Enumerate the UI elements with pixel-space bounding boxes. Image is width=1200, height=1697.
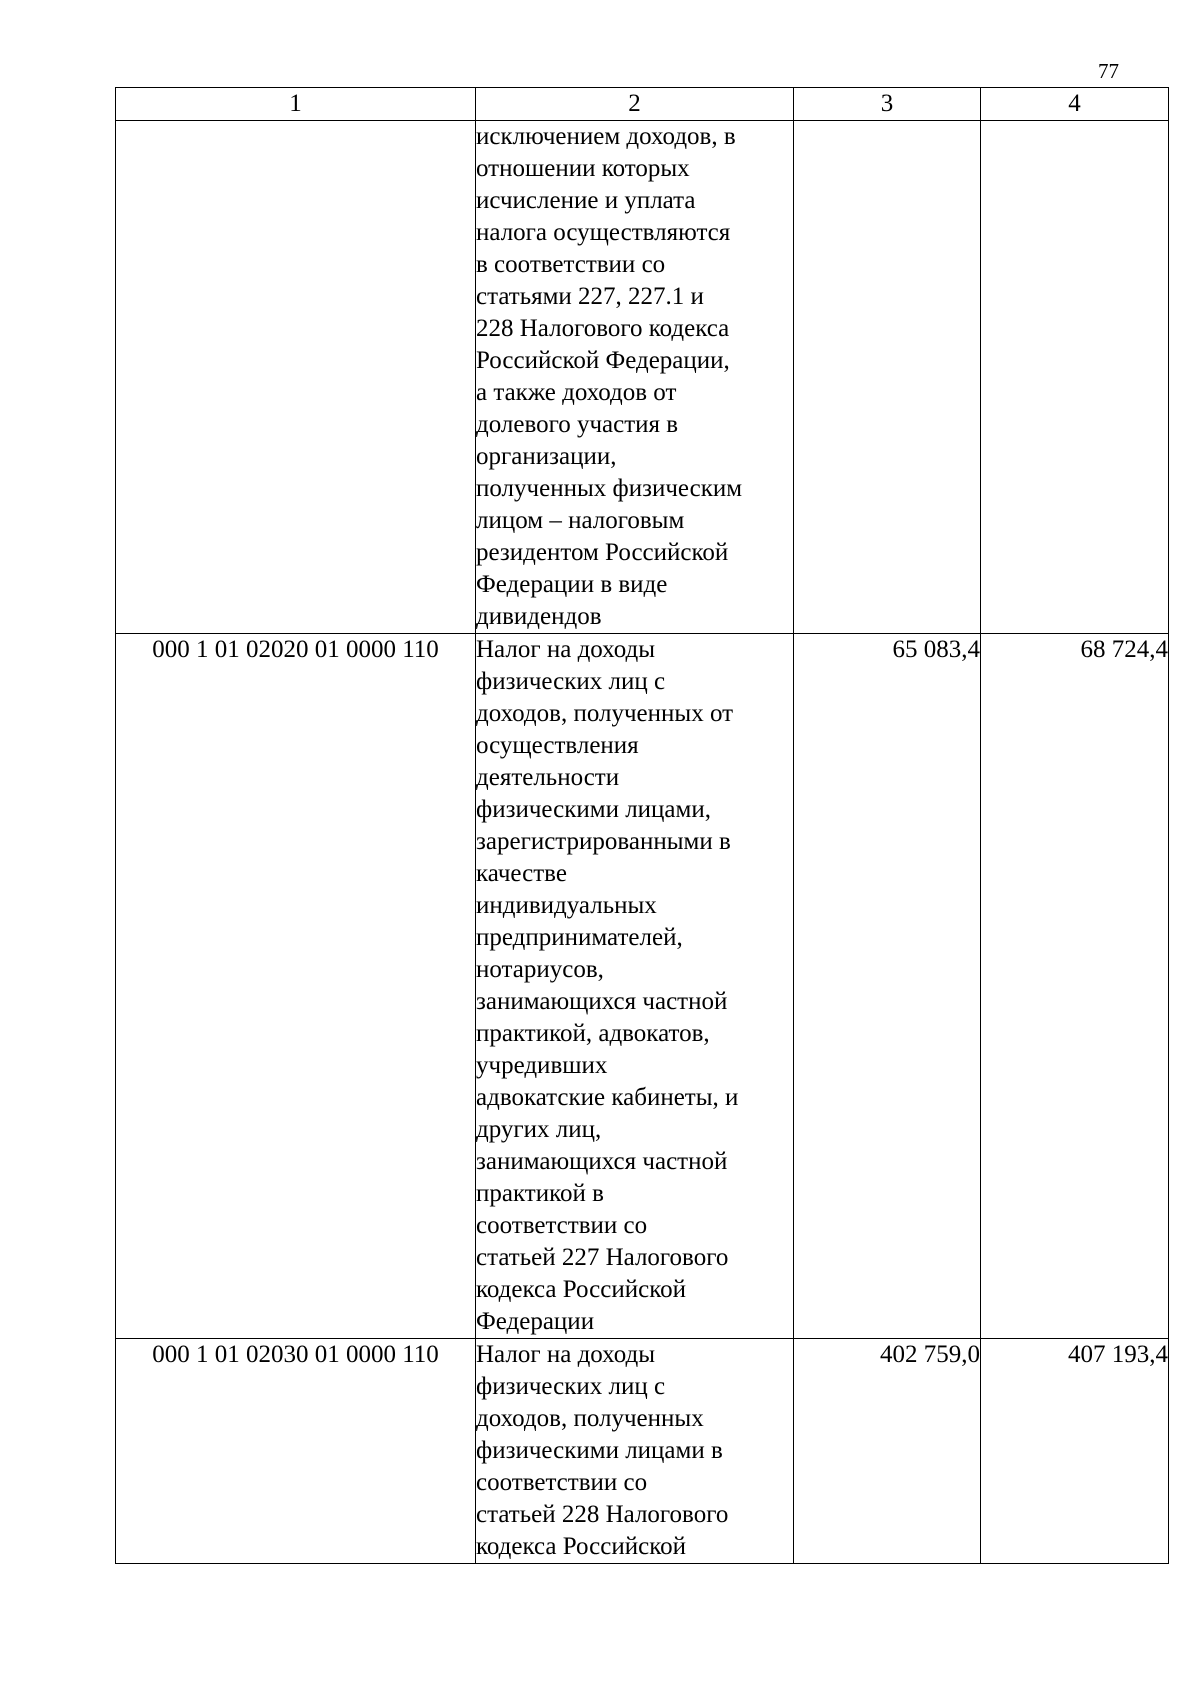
description-line: дивидендов — [476, 603, 602, 630]
table-row — [116, 634, 1169, 1339]
description-line: в соответствии со — [476, 251, 666, 278]
description-line: исчисление и уплата — [476, 187, 696, 214]
description-line: деятельности — [476, 764, 620, 791]
revenue-description — [476, 634, 794, 1339]
description-line: резидентом Российской — [476, 539, 729, 566]
description-line: организации, — [476, 443, 617, 470]
description-line: Федерации — [476, 1308, 595, 1335]
column-header-3: 3 — [794, 88, 981, 121]
description-line: занимающихся частной — [476, 1148, 728, 1175]
description-line: Российской Федерации, — [476, 347, 730, 374]
amount-column-3: 65 083,4 — [794, 634, 981, 1339]
column-header-4: 4 — [981, 88, 1169, 121]
revenue-description — [476, 1339, 794, 1564]
description-line: учредивших — [476, 1052, 608, 1079]
table-header-row — [116, 88, 1169, 121]
description-line: 228 Налогового кодекса — [476, 315, 730, 342]
description-line: нотариусов, — [476, 956, 604, 983]
amount-column-3: 402 759,0 — [794, 1339, 981, 1564]
description-line: отношении которых — [476, 155, 690, 182]
description-line: соответствии со — [476, 1469, 648, 1496]
description-line: соответствии со — [476, 1212, 648, 1239]
description-line: Налог на доходы — [476, 636, 656, 663]
description-line: осуществления — [476, 732, 639, 759]
revenue-description — [476, 121, 794, 634]
table-body — [116, 121, 1169, 1564]
column-header-1: 1 — [116, 88, 476, 121]
description-line: физических лиц с — [476, 1373, 666, 1400]
page-number: 77 — [1098, 59, 1119, 83]
description-line: физических лиц с — [476, 668, 666, 695]
description-line: качестве — [476, 860, 567, 887]
description-line: статьей 227 Налогового — [476, 1244, 729, 1271]
budget-classification-code: 000 1 01 02020 01 0000 110 — [116, 634, 476, 1339]
description-line: зарегистрированными в — [476, 828, 731, 855]
description-line: кодекса Российской — [476, 1276, 686, 1303]
description-line: практикой в — [476, 1180, 604, 1207]
description-line: исключением доходов, в — [476, 123, 736, 150]
budget-classification-code — [116, 121, 476, 634]
description-line: физическими лицами, — [476, 796, 711, 823]
description-line: кодекса Российской — [476, 1533, 686, 1560]
revenue-table — [115, 87, 1169, 1564]
description-line: налога осуществляются — [476, 219, 731, 246]
amount-column-3 — [794, 121, 981, 634]
description-line: долевого участия в — [476, 411, 679, 438]
description-line: полученных физическим — [476, 475, 743, 502]
description-line: статьями 227, 227.1 и — [476, 283, 704, 310]
description-line: Федерации в виде — [476, 571, 668, 598]
description-line: физическими лицами в — [476, 1437, 723, 1464]
budget-classification-code: 000 1 01 02030 01 0000 110 — [116, 1339, 476, 1564]
amount-column-4: 68 724,4 — [981, 634, 1169, 1339]
description-line: Налог на доходы — [476, 1341, 656, 1368]
description-line: предпринимателей, — [476, 924, 683, 951]
table-row — [116, 121, 1169, 634]
description-line: адвокатские кабинеты, и — [476, 1084, 739, 1111]
description-line: лицом – налоговым — [476, 507, 685, 534]
description-line: других лиц, — [476, 1116, 602, 1143]
amount-column-4: 407 193,4 — [981, 1339, 1169, 1564]
description-line: доходов, полученных — [476, 1405, 704, 1432]
description-line: занимающихся частной — [476, 988, 728, 1015]
amount-column-4 — [981, 121, 1169, 634]
column-header-2: 2 — [476, 88, 794, 121]
description-line: а также доходов от — [476, 379, 677, 406]
description-line: доходов, полученных от — [476, 700, 734, 727]
description-line: статьей 228 Налогового — [476, 1501, 729, 1528]
description-line: практикой, адвокатов, — [476, 1020, 710, 1047]
table-row — [116, 1339, 1169, 1564]
description-line: индивидуальных — [476, 892, 657, 919]
